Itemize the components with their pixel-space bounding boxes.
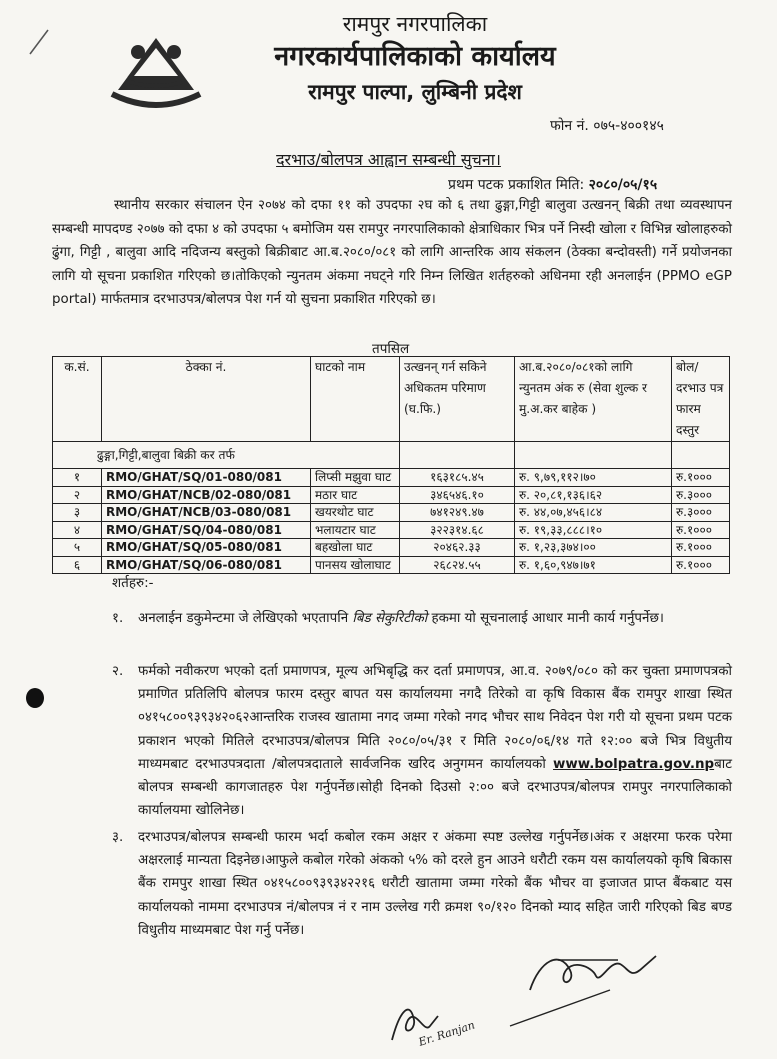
- cell-ghat-name: लिप्सी मझुवा घाट: [311, 469, 400, 487]
- cell-fee: रु.१०००: [672, 539, 730, 557]
- pen-mark: [28, 28, 50, 56]
- cell-fee: रु.१०००: [672, 521, 730, 539]
- condition-2: २. फर्मको नवीकरण भएको दर्ता प्रमाणपत्र, मूल्य अभिबृद्धि कर दर्ता प्रमाणपत्र, आ.व. २०७९/०८० को कर चुक्ता प्रमाणपत्रको प्रमाणित प्रतिलिपि बोलपत्र फारम दस्तुर बापत यस कार्यालयमा नगदै तिरेको वा कृषि विकास बैंक रामपुर शाखा स्थित ०४१५८००९३९३४२०६२आन्तरिक राजस्व खातामा नगद जम्मा गरेको नगद भौचर साथ निवेदन पेश गरी यो सूचना प्रथम पटक प्रकाशन भएको मितिले दरभाउपत्र/बोलपत्र मिति २०८०/०५/३१ र मिति २०८०/०६/१४ गते १२:०० बजे भित्र विधुतीय माध्यमबाट दरभाउपत्रदाता /बोलपत्रदाताले सार्वजनिक खरिद अनुगमन कार्यालयको www.bolpatra.gov.npबाट बोलपत्र सम्बन्धी कागजातहरु पेश गर्नुपर्नेछ।सोही दिनको दिउसो २:०० बजे दरभाउपत्र/बोलपत्र रामपुर नगरपालिकाको कार्यालयमा खोलिनेछ।: [112, 660, 732, 822]
- bolpatra-link[interactable]: www.bolpatra.gov.np: [553, 756, 715, 772]
- publication-date: [448, 175, 657, 194]
- cell-sn: २: [53, 486, 102, 504]
- municipality-name: रामपुर नगरपालिका: [342, 12, 488, 36]
- phone-number: फोन नं. ०७५-४००१४५: [550, 118, 664, 134]
- cell-ghat-name: पानसय खोलाघाट: [311, 556, 400, 574]
- notice-title: दरभाउ/बोलपत्र आह्वान सम्बन्धी सुचना।: [276, 150, 501, 169]
- publication-date-value: २०८०/०५/१५: [588, 177, 658, 193]
- cell-contract-no: RMO/GHAT/SQ/05-080/081: [102, 539, 311, 557]
- office-address: रामपुर पाल्पा, लुम्बिनी प्रदेश: [308, 80, 522, 104]
- section-row: [53, 442, 730, 469]
- cell-fee: रु.१०००: [672, 469, 730, 487]
- cell-quantity: २०४६२.३३: [400, 539, 515, 557]
- cell-contract-no: RMO/GHAT/NCB/03-080/081: [102, 504, 311, 522]
- cell-min-amount: रु. २०,८१,१३६।६२: [515, 486, 672, 504]
- office-name: नगरकार्यपालिकाको कार्यालय: [274, 41, 556, 72]
- cell-ghat-name: बहखोला घाट: [311, 539, 400, 557]
- condition-number: १.: [112, 611, 124, 626]
- cell-sn: ६: [53, 556, 102, 574]
- cell-quantity: ३४६५४६.१०: [400, 486, 515, 504]
- punch-hole: [26, 688, 44, 708]
- table-caption: तपसिल: [372, 341, 410, 357]
- cell-sn: ५: [53, 539, 102, 557]
- municipality-emblem: [108, 20, 204, 116]
- condition-3: ३. दरभाउपत्र/बोलपत्र सम्बन्धी फारम भर्दा कबोल रकम अक्षर र अंकमा स्पष्ट उल्लेख गर्नुपर्नेछ।अंक र अक्षरमा फरक परेमा अक्षरलाई मान्यता दिइनेछ।आफुले कबोल गरेको अंकको ५% को दरले हुन आउने धरौटी रकम यस कार्यालयको कृषि बिकास बैंक रामपुर शाखा स्थित ०४१५८००९३९३४२२१६ धरौटी खातामा जम्मा गरेको बैंक भौचर वा इजाजत प्राप्त बैंकबाट यस कार्यालयको नाममा दरभाउपत्र नं/बोलपत्र नं र नाम उल्लेख गरी क्रमश ९०/१२० दिनको म्याद सहित जारी गरिएको बिड बण्ड विधुतीय माध्यमबाट पेश गर्नु पर्नेछ।: [112, 826, 732, 942]
- header-sn: क.सं.: [53, 357, 102, 442]
- section-label: ढुङ्गा,गिट्टी,बालुवा बिक्री कर तर्फ: [53, 442, 400, 469]
- header-ghat-name: घाटको नाम: [311, 357, 400, 442]
- publication-date-label: प्रथम पटक प्रकाशित मिति:: [448, 177, 585, 193]
- ghat-table: [52, 356, 730, 574]
- cell-min-amount: रु. १,२३,३७४।००: [515, 539, 672, 557]
- cell-quantity: १६३१८५.४५: [400, 469, 515, 487]
- signature-initials: [380, 990, 480, 1050]
- table-row: [53, 539, 730, 557]
- table-row: [53, 469, 730, 487]
- cell-sn: ४: [53, 521, 102, 539]
- cell-quantity: २६८२४.५५: [400, 556, 515, 574]
- cell-quantity: ३२२३१४.६८: [400, 521, 515, 539]
- bid-security-term: बिड सेकुरिटीको: [352, 611, 428, 626]
- letterhead: [200, 10, 630, 108]
- condition-number: २.: [112, 664, 124, 679]
- table-header-row: [53, 357, 730, 442]
- cell-ghat-name: खयरथोट घाट: [311, 504, 400, 522]
- cell-min-amount: रु. १९,३३,८८८।१०: [515, 521, 672, 539]
- cell-contract-no: RMO/GHAT/SQ/04-080/081: [102, 521, 311, 539]
- cell-contract-no: RMO/GHAT/SQ/06-080/081: [102, 556, 311, 574]
- cell-fee: रु.३०००: [672, 486, 730, 504]
- cell-contract-no: RMO/GHAT/NCB/02-080/081: [102, 486, 311, 504]
- cell-sn: ३: [53, 504, 102, 522]
- cell-ghat-name: भलायटार घाट: [311, 521, 400, 539]
- table-row: [53, 556, 730, 574]
- condition-number: ३.: [112, 830, 124, 845]
- header-contract-no: ठेक्का नं.: [102, 357, 311, 442]
- cell-min-amount: रु. ४४,०७,४५६।८४: [515, 504, 672, 522]
- condition-1: १. अनलाईन डकुमेन्टमा जे लेखिएको भएतापनि बिड सेकुरिटीको हकमा यो सूचनालाई आधार मानी कार्य गर्नुपर्नेछ।: [112, 607, 732, 630]
- cell-fee: रु.१०००: [672, 556, 730, 574]
- table-row: [53, 521, 730, 539]
- cell-quantity: ७४१२४९.४७: [400, 504, 515, 522]
- table-row: [53, 504, 730, 522]
- cell-sn: १: [53, 469, 102, 487]
- table-row: [53, 486, 730, 504]
- header-max-quantity: उत्खनन् गर्न सकिने अधिकतम परिमाण (घ.फि.): [400, 357, 515, 442]
- notice-body: स्थानीय सरकार संचालन ऐन २०७४ को दफा ११ को उपदफा २घ को ६ तथा ढुङ्गा,गिट्टी बालुवा उत्खनन् बिक्री तथा व्यवस्थापन सम्बन्धी मापदण्ड २०७७ को दफा ४ को उपदफा ५ बमोजिम यस रामपुर नगरपालिकाको क्षेत्राधिकार भित्र पर्ने निस्दी खोला र विभिन्न खोलाहरुको ढुंगा, गिट्टी , बालुवा आदि नदिजन्य बस्तुको बिक्रीबाट आ.ब.२०८०/०८१ को लागि आन्तरिक आय संकलन (ठेक्का बन्दोवस्ती) गर्ने प्रयोजनका लागि यो सूचना प्रकाशित गरिएको छ।तोकिएको न्युनतम अंकमा नघट्ने गरि निम्न लिखित शर्तहरुको अधिनमा रही अनलाईन (PPMO eGP portal) मार्फतमात्र दरभाउपत्र/बोलपत्र पेश गर्न यो सुचना प्रकाशित गरिएको छ।: [52, 198, 732, 307]
- signature: [500, 930, 670, 1030]
- conditions-heading: शर्तहरु:-: [112, 575, 154, 591]
- cell-min-amount: रु. १,६०,९४७।७१: [515, 556, 672, 574]
- header-min-amount: आ.ब.२०८०/०८१को लागि न्युनतम अंक रु (सेवा शुल्क र मु.अ.कर बाहेक ): [515, 357, 672, 442]
- cell-min-amount: रु. ९,७९,११२।७०: [515, 469, 672, 487]
- cell-ghat-name: मठार घाट: [311, 486, 400, 504]
- cell-contract-no: RMO/GHAT/SQ/01-080/081: [102, 469, 311, 487]
- cell-fee: रु.३०००: [672, 504, 730, 522]
- header-form-fee: बोल/दरभाउ पत्र फारम दस्तुर: [672, 357, 730, 442]
- signature-name: Er. Ranjan: [416, 1018, 477, 1049]
